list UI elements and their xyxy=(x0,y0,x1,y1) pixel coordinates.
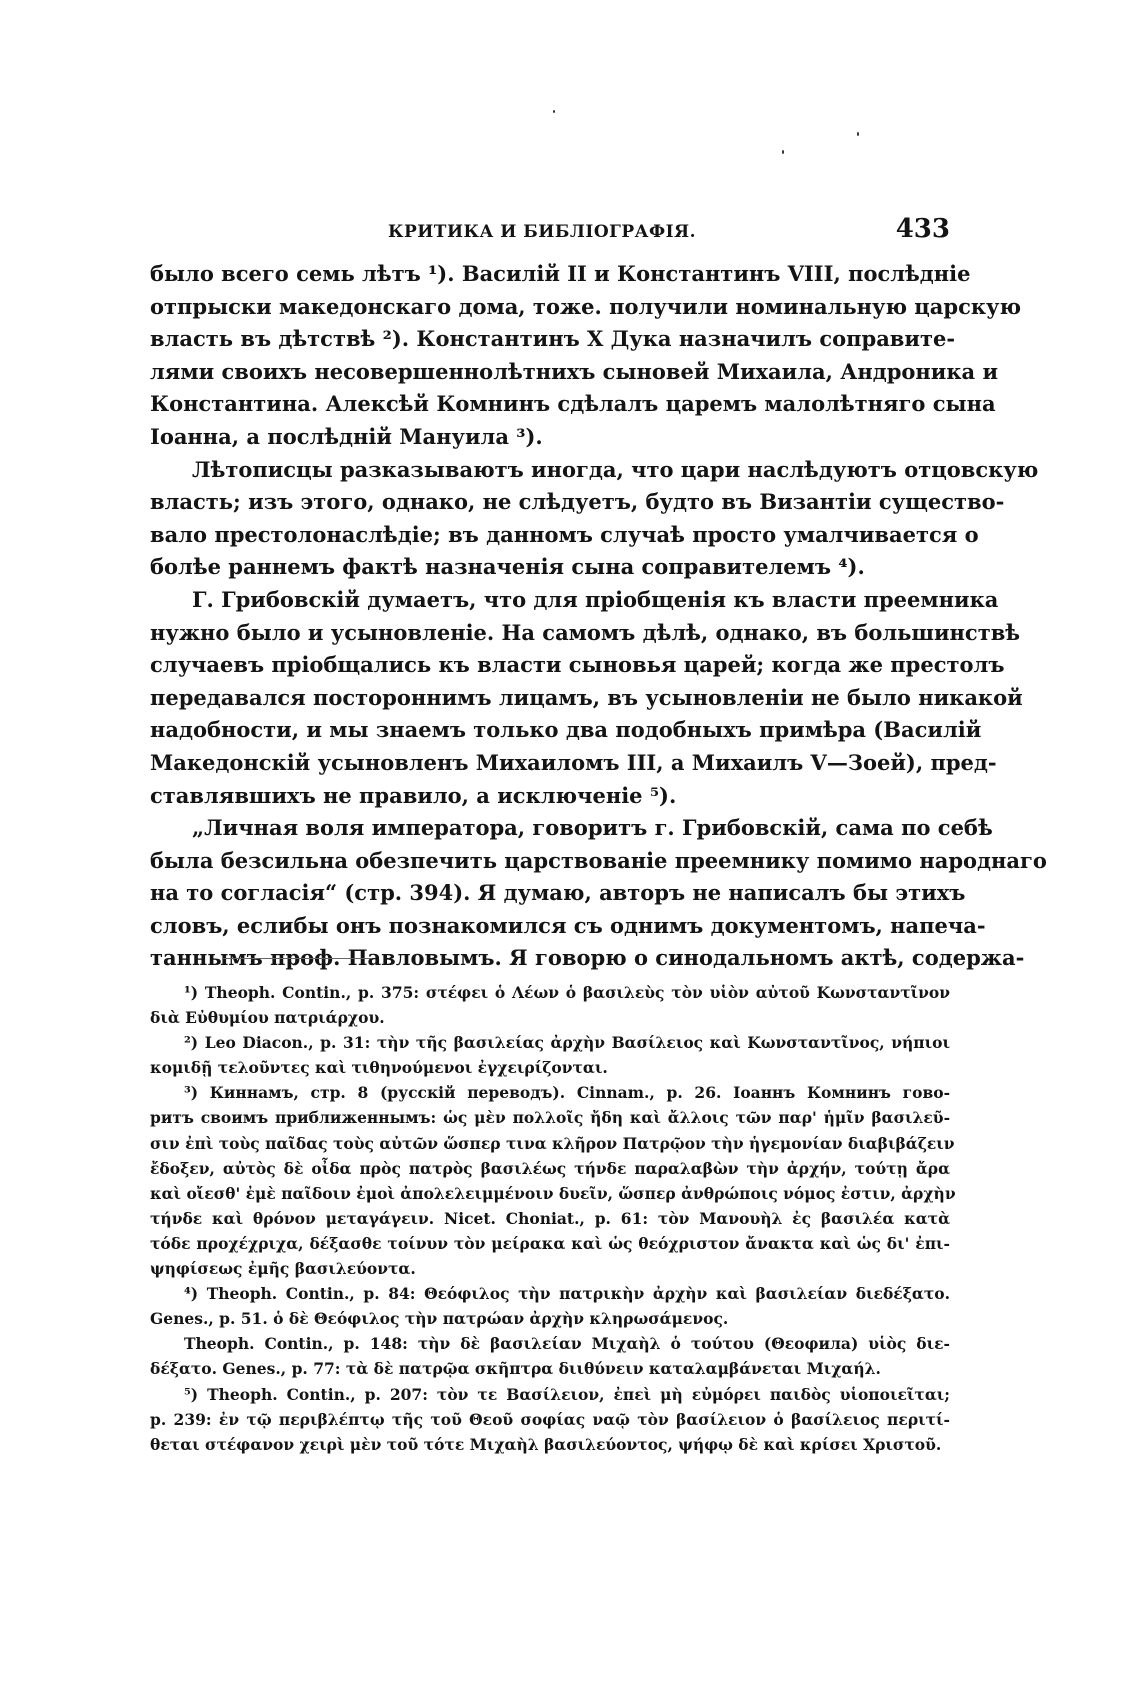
text-line: болѣе раннемъ фактѣ назначенія сына соправителемъ ⁴). xyxy=(150,554,865,580)
footnote-line: ¹) Theoph. Contin., p. 375: στέφει ὁ Λέων ὁ βασιλεὺς τὸν υἱὸν αὐτοῦ Κωνσταντῖνον xyxy=(184,983,950,1002)
text-line: Іоанна, а послѣдній Мануила ³). xyxy=(150,423,543,449)
text-line: Лѣтописцы разказываютъ иногда, что цари наслѣдуютъ отцовскую xyxy=(192,456,1039,482)
text-line: власть въ дѣтствѣ ²). Константинъ X Дука назначилъ соправите- xyxy=(150,326,956,352)
print-speck xyxy=(782,150,784,154)
text-line: ставлявшихъ не правило, а исключеніе ⁵). xyxy=(150,782,677,808)
footnote-line: τόδε προχέχριχα, δέξασθε τοίνυν τὸν μείρακα καὶ ὡς θεόχριστον ἄνακτα καὶ ὡς δι' ἐπι- xyxy=(150,1233,950,1253)
footnote-line: p. 239: ἐν τῷ περιβλέπτῳ τῆς τοῦ Θεοῦ σοφίας ναῷ τὸν βασίλειον ὁ βασίλειος περιτί- xyxy=(150,1409,950,1429)
text-line: было всего семь лѣтъ ¹). Василій II и Константинъ VIII, послѣдніе xyxy=(150,261,971,286)
text-line: случаевъ пріобщались къ власти сыновья царей; когда же престолъ xyxy=(150,652,1005,678)
text-line: словъ, еслибы онъ познакомился съ однимъ документомъ, напеча- xyxy=(150,912,986,938)
print-speck xyxy=(857,132,859,136)
text-line: власть; изъ этого, однако, не слѣдуетъ, будто въ Византіи существо- xyxy=(150,489,1005,515)
footnote-line: ²) Leo Diacon., p. 31: τὴν τῆς βασιλείας ἀρχὴν Βασίλειος καὶ Κωνσταντῖνος, νήπιοι xyxy=(184,1033,950,1053)
text-line: „Личная воля императора, говоритъ г. Грибовскій, сама по себѣ xyxy=(192,815,993,841)
text-line: на то согласія“ (стр. 394). Я думаю, авторъ не написалъ бы этихъ xyxy=(150,880,966,906)
footnote-line: διὰ Εὐθυμίου πατριάρχου. xyxy=(150,1008,385,1028)
footnote-line: ритъ своимъ приближеннымъ: ὡς μὲν πολλοῖς ἤδη καὶ ἄλλοις τῶν παρ' ἡμῖν βασιλεῦ- xyxy=(150,1108,950,1128)
footnote-line: δέξατο. Genes., p. 77: τὰ δὲ πατρῷα σκῆπτρα διιθύνειν καταλαμβάνεται Μιχαήλ. xyxy=(150,1359,881,1379)
text-line: вало престолонаслѣдіе; въ данномъ случаѣ просто умалчивается о xyxy=(150,521,979,547)
footnote-line: ἔδοξεν, αὐτὸς δὲ οἶδα πρὸς πατρὸς βασιλέως τήνδε παραλαβὼν τὴν ἀρχήν, τούτῃ ἄρα xyxy=(150,1158,950,1178)
footnote-line: κομιδῇ τελοῦντες καὶ τιθηνούμενοι ἐγχειρίζονται. xyxy=(150,1058,608,1078)
text-line: Г. Грибовскій думаетъ, что для пріобщенія къ власти преемника xyxy=(192,586,999,612)
running-title: КРИТИКА И БИБЛІОГРАФІЯ. xyxy=(388,222,696,242)
footnote-line: Genes., p. 51. ὁ δὲ Θεόφιλος τὴν πατρώαν ἀρχὴν κληρωσάμενος. xyxy=(150,1309,729,1329)
footnote-line: τήνδε καὶ θρόνον μεταγάγειν. Nicet. Choniat., p. 61: τὸν Μανουὴλ ἐς βασιλέα κατὰ xyxy=(150,1208,950,1228)
footnote-line: θεται στέφανον χειρὶ μὲν τοῦ τότε Μιχαὴλ βασιλεύοντος, ψήφῳ δὲ καὶ κρίσει Χριστοῦ. xyxy=(150,1434,942,1454)
main-text xyxy=(150,258,1047,975)
footnote-line: ³) Киннамъ, стр. 8 (русскій переводъ). Cinnam., p. 26. Іоаннъ Комнинъ гово- xyxy=(184,1083,950,1103)
text-line: надобности, и мы знаемъ только два подобныхъ примѣра (Василій xyxy=(150,717,982,743)
footnotes xyxy=(150,980,956,1457)
page-number: 433 xyxy=(895,214,950,244)
footnote-line: ψηφίσεως ἐμῆς βασιλεύοντα. xyxy=(150,1259,416,1279)
footnote-line: ⁴) Theoph. Contin., p. 84: Θεόφιλος τὴν πατρικὴν ἀρχὴν καὶ βασιλείαν διεδέξατο. xyxy=(184,1284,950,1304)
text-line: таннымъ проф. Павловымъ. Я говорю о синодальномъ актѣ, содержа- xyxy=(150,945,1025,971)
text-line: передавался постороннимъ лицамъ, въ усыновленіи не было никакой xyxy=(150,684,1023,710)
text-line: лями своихъ несовершеннолѣтнихъ сыновей Михаила, Андроника и xyxy=(150,358,999,384)
page-header xyxy=(150,214,950,254)
footnote-rule xyxy=(222,958,372,959)
text-line: была безсильна обезпечить царствованіе преемнику помимо народнаго xyxy=(150,847,1047,873)
text-line: отпрыски македонскаго дома, тоже. получили номинальную царскую xyxy=(150,293,1022,319)
footnote-line: σιν ἐπὶ τοὺς παῖδας τοὺς αὐτῶν ὥσπερ τινα κλῆρον Πατρῷον τὴν ἡγεμονίαν διαβιβάζειν xyxy=(150,1133,955,1153)
text-line: Константина. Алексѣй Комнинъ сдѣлалъ царемъ малолѣтняго сына xyxy=(150,391,996,417)
footnote-line: καὶ οἴεσθ' ἐμὲ παῖδοιν ἐμοὶ ἀπολελειμμένοιν δυεῖν, ὥσπερ ἀνθρώποις νόμος ἐστιν, ἀρχὴν xyxy=(150,1183,956,1203)
footnote-line: Theoph. Contin., p. 148: τὴν δὲ βασιλείαν Μιχαὴλ ὁ τούτου (Θεοφила) υἱὸς διε- xyxy=(184,1334,950,1354)
text-line: нужно было и усыновленіе. На самомъ дѣлѣ, однако, въ большинствѣ xyxy=(150,619,1021,645)
footnote-line: ⁵) Theoph. Contin., p. 207: τὸν τε Βασίλειον, ἐπεὶ μὴ εὐμόρει παιδὸς υἱοποιεῖται; xyxy=(184,1384,950,1404)
text-line: Македонскій усыновленъ Михаиломъ III, а Михаилъ V—Зоей), пред- xyxy=(150,749,997,775)
print-speck xyxy=(553,110,555,113)
